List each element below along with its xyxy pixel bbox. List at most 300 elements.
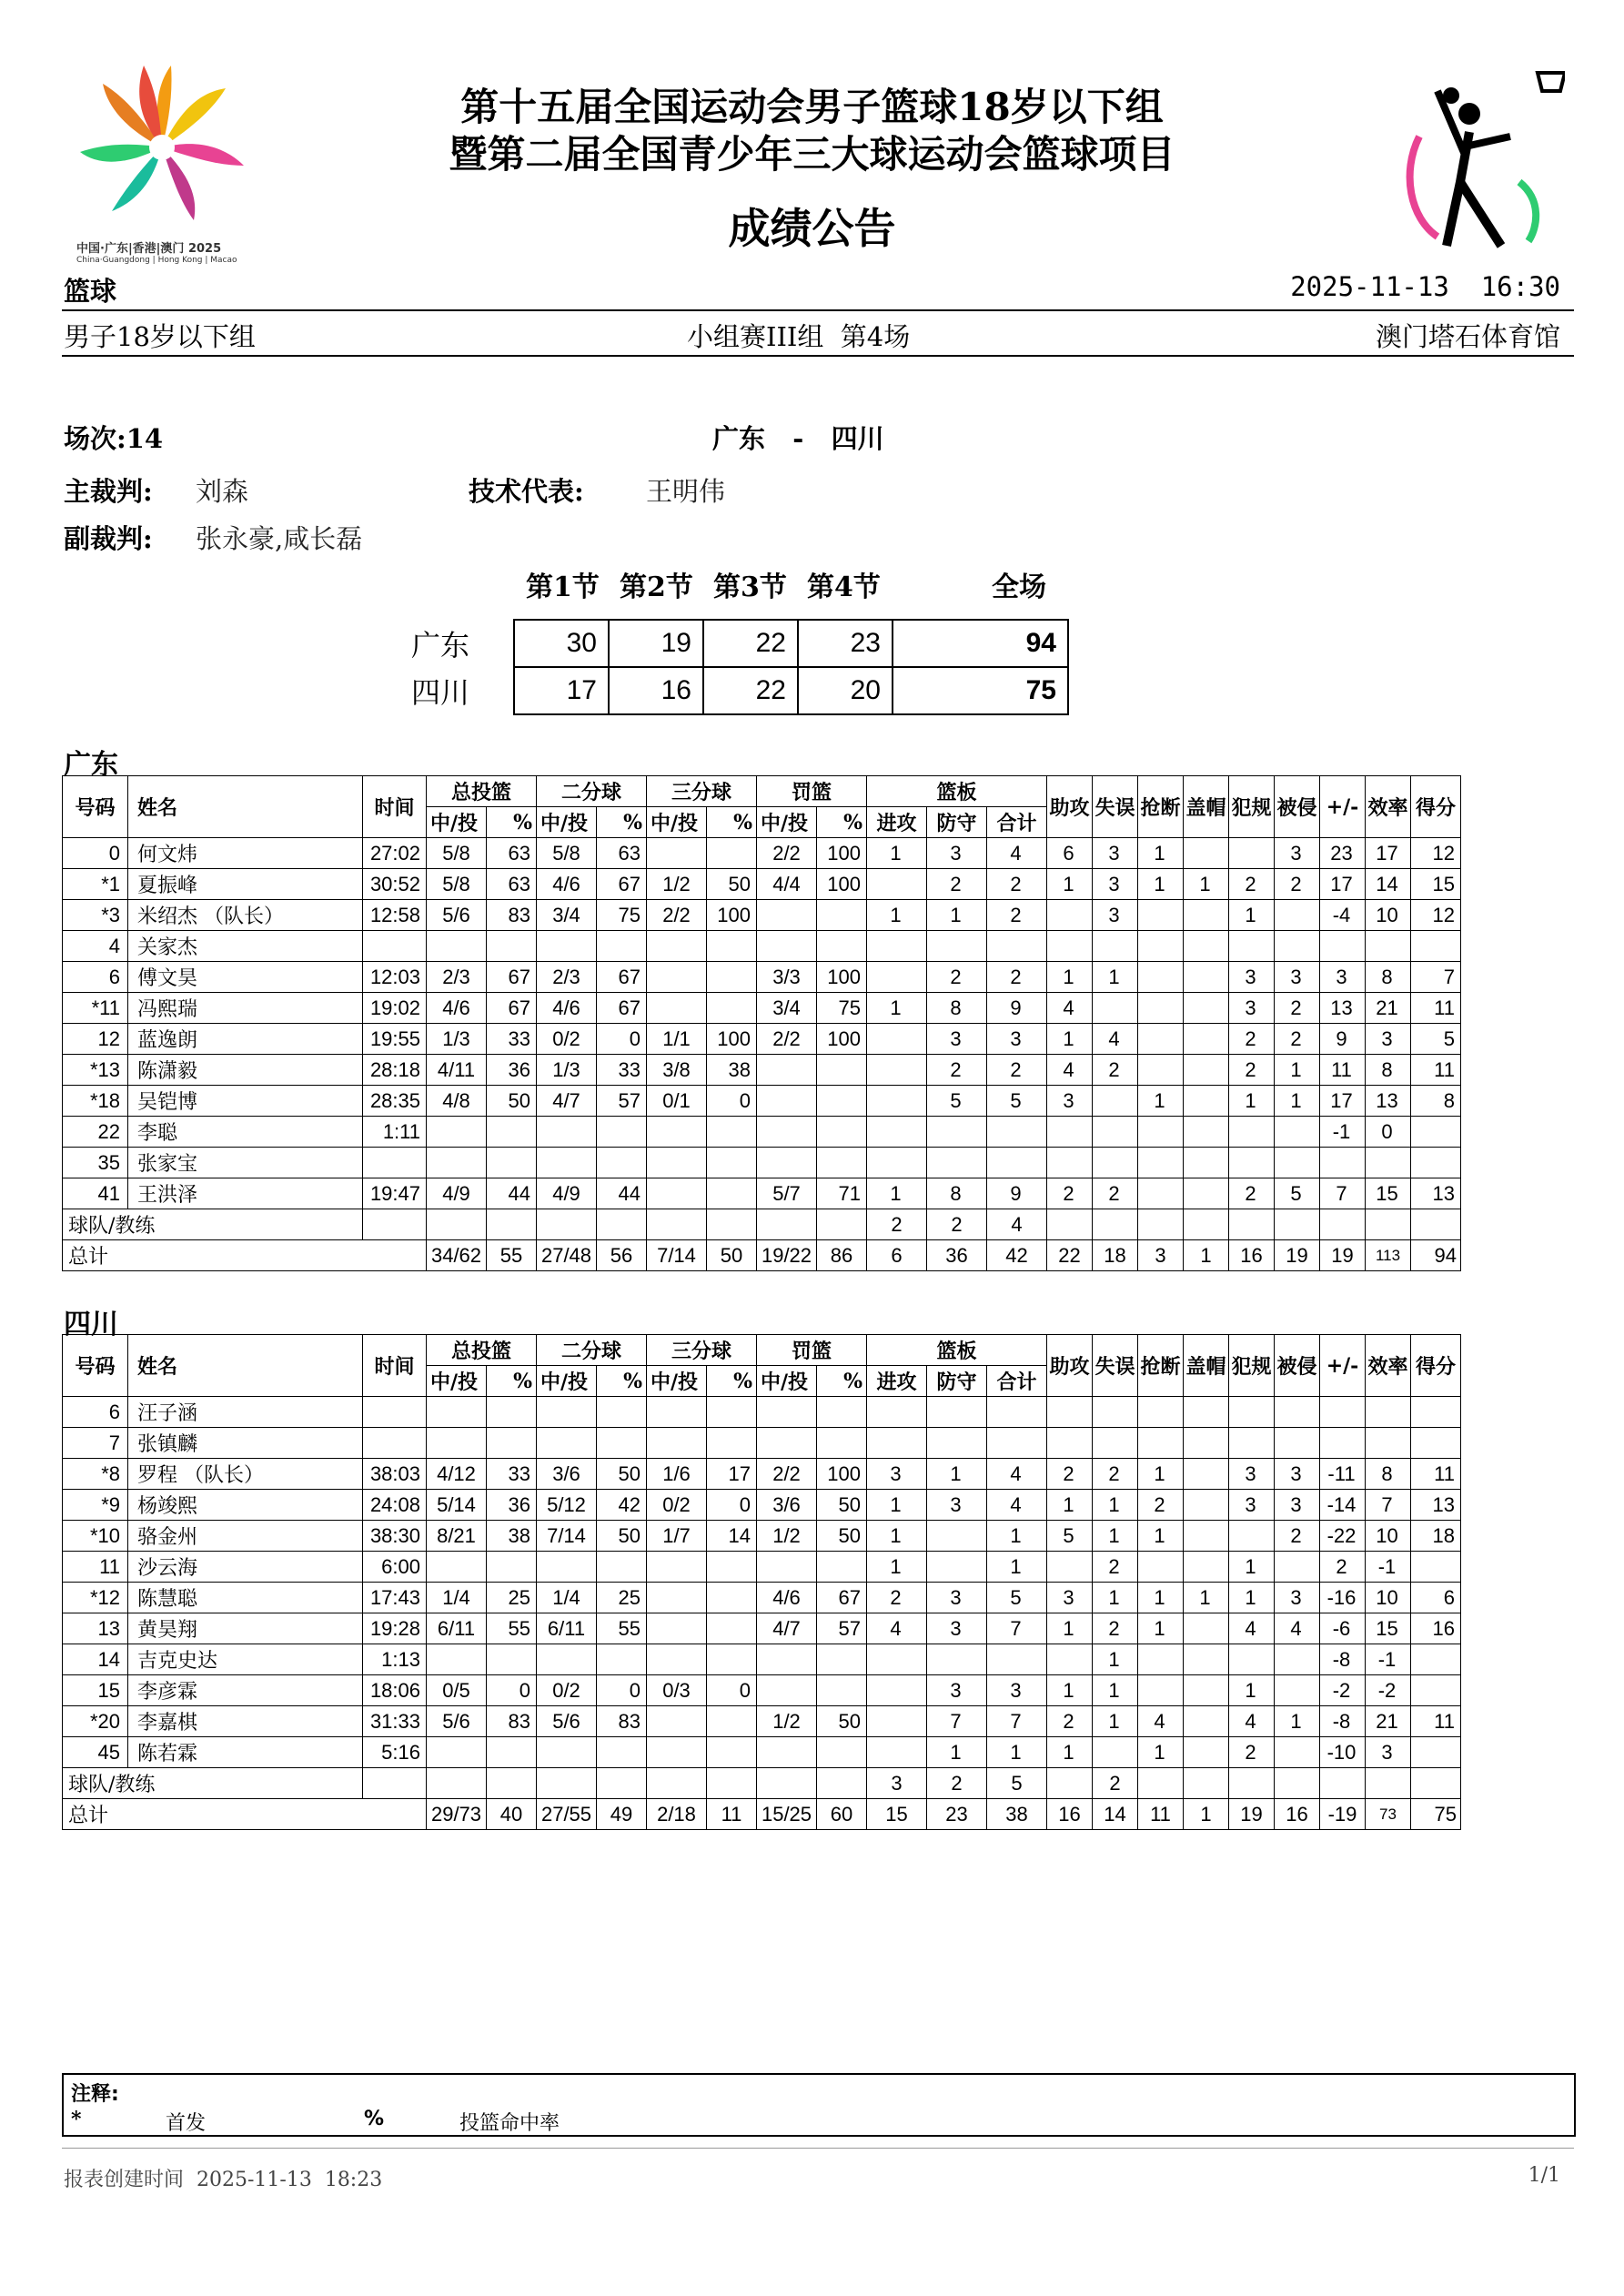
player-number: 6 [63, 962, 128, 993]
player-stat [597, 1148, 647, 1178]
game-number: 场次:14 [64, 423, 164, 454]
subheader-total: 合计 [987, 807, 1047, 838]
header-name: 姓名 [128, 1335, 363, 1397]
player-stat: 3/4 [537, 900, 597, 931]
player-stat [597, 1428, 647, 1459]
player-stat [757, 1428, 817, 1459]
player-row [63, 1613, 1461, 1644]
total-stat: 7/14 [647, 1240, 707, 1271]
subheader-made-attempted: 中/投 [427, 807, 487, 838]
header-fd: 被侵 [1275, 776, 1320, 838]
player-row [63, 869, 1461, 900]
header-stl: 抢断 [1138, 776, 1184, 838]
player-stat [927, 1521, 987, 1552]
player-stat [1275, 1148, 1320, 1178]
player-stat: 0 [1366, 1117, 1411, 1148]
player-stat: 9 [1320, 1024, 1366, 1055]
player-name: 李聪 [128, 1117, 363, 1148]
team-defensive-rebounds: 2 [927, 1768, 987, 1799]
player-stat: 8 [1366, 1055, 1411, 1086]
player-stat: 2 [1229, 1178, 1275, 1209]
player-number: 45 [63, 1737, 128, 1768]
player-stat: 5 [1411, 1024, 1461, 1055]
player-stat [647, 1613, 707, 1644]
notes-star-desc: 首发 [166, 2112, 207, 2135]
player-stat [927, 1117, 987, 1148]
player-stat: 3 [927, 1024, 987, 1055]
player-row [63, 1024, 1461, 1055]
player-stat [647, 1148, 707, 1178]
player-stat: 4 [987, 838, 1047, 869]
player-stat [817, 1675, 867, 1706]
player-stat: 8/21 [427, 1521, 487, 1552]
player-number: *3 [63, 900, 128, 931]
player-stat [1411, 1117, 1461, 1148]
subheader-made-attempted: 中/投 [427, 1366, 487, 1397]
player-stat [647, 1397, 707, 1428]
player-stat [1275, 1644, 1320, 1675]
player-stat [1138, 1644, 1184, 1675]
player-stat: 3 [1093, 838, 1138, 869]
player-stat [1366, 1428, 1411, 1459]
total-stat: 50 [707, 1240, 757, 1271]
player-stat [487, 1148, 537, 1178]
player-stat: 11 [1411, 993, 1461, 1024]
header-field-goals: 总投篮 [427, 1335, 537, 1366]
logo-caption-cn: 中国·广东|香港|澳门 2025 [76, 242, 222, 256]
player-stat [647, 1644, 707, 1675]
header-time: 时间 [363, 776, 427, 838]
empty-cell [1184, 1209, 1229, 1240]
player-stat [817, 1086, 867, 1117]
player-number: *11 [63, 993, 128, 1024]
player-stat: 50 [597, 1459, 647, 1490]
player-stat: 1 [1093, 1583, 1138, 1613]
player-stat: 1 [1229, 900, 1275, 931]
quarter-score: 22 [703, 667, 798, 714]
player-stat [647, 1178, 707, 1209]
player-stat [1138, 1397, 1184, 1428]
technical-delegate-label: 技术代表: [469, 476, 584, 507]
subheader-made-attempted: 中/投 [537, 807, 597, 838]
player-stat [757, 1675, 817, 1706]
player-stat [597, 1397, 647, 1428]
player-stat: 4/9 [427, 1178, 487, 1209]
player-stat: 1/2 [757, 1521, 817, 1552]
player-stat [1184, 900, 1229, 931]
player-name: 陈潇毅 [128, 1055, 363, 1086]
player-stat [867, 1086, 927, 1117]
player-stat: 1 [1047, 962, 1093, 993]
player-stat: 1 [1275, 1706, 1320, 1737]
total-stat: 49 [597, 1799, 647, 1830]
player-stat: -1 [1320, 1117, 1366, 1148]
player-stat [537, 1737, 597, 1768]
player-stat: 3 [1047, 1086, 1093, 1117]
player-stat: 6/11 [427, 1613, 487, 1644]
player-stat: 1 [867, 993, 927, 1024]
player-stat: 4 [1047, 1055, 1093, 1086]
player-stat: 7 [927, 1706, 987, 1737]
player-stat [1184, 1552, 1229, 1583]
player-stat: 71 [817, 1178, 867, 1209]
player-stat: 36 [487, 1490, 537, 1521]
header-rule-top [62, 309, 1574, 311]
player-stat [1184, 1055, 1229, 1086]
player-stat: 21 [1366, 1706, 1411, 1737]
player-stat: 1 [1184, 869, 1229, 900]
player-stat: 2 [1047, 1706, 1093, 1737]
player-stat: 2 [1093, 1178, 1138, 1209]
player-row [63, 900, 1461, 931]
player-stat: 17 [1320, 869, 1366, 900]
player-stat: 3 [1275, 1583, 1320, 1613]
team-offensive-rebounds: 3 [867, 1768, 927, 1799]
player-stat: 63 [597, 838, 647, 869]
player-stat: 12:58 [363, 900, 427, 931]
player-stat [537, 1552, 597, 1583]
player-name: 张家宝 [128, 1148, 363, 1178]
player-stat: 4 [1275, 1613, 1320, 1644]
player-stat [1229, 1644, 1275, 1675]
player-stat [487, 931, 537, 962]
total-stat: 27/48 [537, 1240, 597, 1271]
player-name: 吴铠博 [128, 1086, 363, 1117]
empty-cell [817, 1209, 867, 1240]
header-ast: 助攻 [1047, 776, 1093, 838]
player-stat [597, 1644, 647, 1675]
player-number: 0 [63, 838, 128, 869]
player-stat [867, 1706, 927, 1737]
header-rule-bottom [62, 355, 1574, 357]
player-stat [537, 1644, 597, 1675]
empty-cell [537, 1768, 597, 1799]
player-name: 李彦霖 [128, 1675, 363, 1706]
player-stat: 3 [987, 1024, 1047, 1055]
player-stat: 4/11 [427, 1055, 487, 1086]
player-stat: 2 [1275, 1521, 1320, 1552]
player-stat: 2/2 [757, 1024, 817, 1055]
player-stat: 1:11 [363, 1117, 427, 1148]
player-stat [707, 1644, 757, 1675]
player-stat [1093, 1397, 1138, 1428]
player-stat: 4 [987, 1490, 1047, 1521]
total-stat: 16 [1275, 1799, 1320, 1830]
full-game-header: 全场 [992, 571, 1046, 603]
player-stat: 4/9 [537, 1178, 597, 1209]
header-row [63, 776, 1461, 807]
total-stat: 15 [867, 1799, 927, 1830]
player-stat: 1 [987, 1737, 1047, 1768]
player-stat: 3 [1229, 993, 1275, 1024]
report-created-time: 报表创建时间 2025-11-13 18:23 [64, 2169, 383, 2191]
player-stat [597, 931, 647, 962]
player-stat: 1 [1093, 1706, 1138, 1737]
player-stat [1093, 1086, 1138, 1117]
player-stat [757, 1397, 817, 1428]
player-stat [1411, 1428, 1461, 1459]
player-stat: 1/2 [647, 869, 707, 900]
player-stat [867, 962, 927, 993]
player-stat [707, 931, 757, 962]
team-coach-label: 球队/教练 [63, 1768, 363, 1799]
player-stat [647, 1737, 707, 1768]
player-stat: 2/2 [647, 900, 707, 931]
player-stat [927, 1397, 987, 1428]
player-stat: 67 [487, 993, 537, 1024]
empty-cell [1320, 1768, 1366, 1799]
player-stat [757, 931, 817, 962]
player-stat [363, 1428, 427, 1459]
player-stat: 5/6 [427, 900, 487, 931]
player-stat [757, 1055, 817, 1086]
player-stat [927, 1148, 987, 1178]
player-stat: 25 [487, 1583, 537, 1613]
player-stat: 14 [707, 1521, 757, 1552]
header-pm: +/- [1320, 776, 1366, 838]
total-score: 94 [893, 620, 1068, 667]
player-name: 关家杰 [128, 931, 363, 962]
player-stat [647, 962, 707, 993]
player-stat: 13 [1366, 1086, 1411, 1117]
player-stat: 3 [1366, 1024, 1411, 1055]
player-row [63, 838, 1461, 869]
player-stat: 4/12 [427, 1459, 487, 1490]
player-stat [867, 1644, 927, 1675]
player-row [63, 1583, 1461, 1613]
player-stat: 1 [1138, 1086, 1184, 1117]
player-stat: 3 [867, 1459, 927, 1490]
player-stat: 2 [1093, 1459, 1138, 1490]
player-stat: 9 [987, 993, 1047, 1024]
player-stat: 6/11 [537, 1613, 597, 1644]
player-stat: 1 [1229, 1675, 1275, 1706]
umpires-names: 张永豪,咸长磊 [196, 523, 363, 554]
player-stat [1184, 931, 1229, 962]
player-stat: 3 [1366, 1737, 1411, 1768]
player-stat: -4 [1320, 900, 1366, 931]
header-three-pointers: 三分球 [647, 776, 757, 807]
total-stat: 2/18 [647, 1799, 707, 1830]
player-stat: 12 [1411, 900, 1461, 931]
player-stat [1047, 931, 1093, 962]
subheader-percent: % [487, 1366, 537, 1397]
player-stat: 55 [597, 1613, 647, 1644]
player-stat: 1 [867, 900, 927, 931]
subheader-percent: % [817, 807, 867, 838]
player-stat: 50 [817, 1521, 867, 1552]
player-stat [867, 1024, 927, 1055]
header-eff: 效率 [1366, 776, 1411, 838]
player-stat [1138, 1055, 1184, 1086]
player-stat [537, 1148, 597, 1178]
total-stat: 56 [597, 1240, 647, 1271]
player-stat: 13 [1411, 1490, 1461, 1521]
player-stat: 17 [1320, 1086, 1366, 1117]
player-stat: 11 [1320, 1055, 1366, 1086]
player-stat: 100 [817, 1024, 867, 1055]
player-row [63, 1552, 1461, 1583]
player-stat: 4 [867, 1613, 927, 1644]
total-stat: 113 [1366, 1240, 1411, 1271]
player-stat [867, 1117, 927, 1148]
player-stat [427, 1397, 487, 1428]
player-stat [537, 1428, 597, 1459]
player-stat: 3/6 [537, 1459, 597, 1490]
player-name: 吉克史达 [128, 1644, 363, 1675]
team-turnovers [1093, 1209, 1138, 1240]
player-stat: 4/6 [537, 993, 597, 1024]
player-stat: 23 [1320, 838, 1366, 869]
team-coach-row [63, 1209, 1461, 1240]
player-stat: 100 [817, 962, 867, 993]
player-stat: 17:43 [363, 1583, 427, 1613]
header-free-throws: 罚篮 [757, 776, 867, 807]
player-stat [1411, 1675, 1461, 1706]
player-stat [1047, 1552, 1093, 1583]
empty-cell [1229, 1768, 1275, 1799]
player-stat: 1 [1138, 838, 1184, 869]
player-stat: 3 [1320, 962, 1366, 993]
player-row [63, 1737, 1461, 1768]
player-stat: 5 [987, 1086, 1047, 1117]
empty-cell [597, 1209, 647, 1240]
player-stat: 83 [487, 900, 537, 931]
player-stat: 0 [707, 1675, 757, 1706]
empty-cell [1047, 1209, 1093, 1240]
player-stat [927, 931, 987, 962]
header-row [63, 1335, 1461, 1366]
player-stat [537, 931, 597, 962]
player-stat [1093, 1428, 1138, 1459]
player-stat: 3 [1275, 1459, 1320, 1490]
player-stat [1184, 1737, 1229, 1768]
player-stat: 1/4 [427, 1583, 487, 1613]
player-stat [1275, 1675, 1320, 1706]
player-stat [1366, 1148, 1411, 1178]
header-two-pointers: 二分球 [537, 776, 647, 807]
player-stat: 10 [1366, 900, 1411, 931]
header-pm: +/- [1320, 1335, 1366, 1397]
player-row [63, 1397, 1461, 1428]
player-stat [1138, 900, 1184, 931]
player-stat: 2 [1047, 1459, 1093, 1490]
player-stat [867, 1055, 927, 1086]
player-stat: 1 [1138, 1737, 1184, 1768]
header-rebounds: 篮板 [867, 1335, 1047, 1366]
player-stat: 3/4 [757, 993, 817, 1024]
player-stat: 83 [487, 1706, 537, 1737]
player-stat: 4/7 [537, 1086, 597, 1117]
header-three-pointers: 三分球 [647, 1335, 757, 1366]
player-stat: 3/8 [647, 1055, 707, 1086]
subheader-defensive: 防守 [927, 1366, 987, 1397]
player-stat: 2 [927, 869, 987, 900]
total-row [63, 1240, 1461, 1271]
total-stat: 14 [1093, 1799, 1138, 1830]
player-stat: 10 [1366, 1521, 1411, 1552]
player-stat: 15 [1411, 869, 1461, 900]
player-stat: 1/3 [537, 1055, 597, 1086]
player-stat [487, 1428, 537, 1459]
total-label: 总计 [63, 1240, 427, 1271]
total-stat: 34/62 [427, 1240, 487, 1271]
player-stat: 100 [817, 838, 867, 869]
total-stat: 75 [1411, 1799, 1461, 1830]
player-stat [1229, 838, 1275, 869]
player-stat: 0/2 [647, 1490, 707, 1521]
quarter-score: 17 [514, 667, 609, 714]
player-row [63, 1675, 1461, 1706]
player-stat [1093, 931, 1138, 962]
player-row [63, 1117, 1461, 1148]
player-stat [427, 1148, 487, 1178]
total-stat: 38 [987, 1799, 1047, 1830]
player-stat: 33 [487, 1024, 537, 1055]
player-stat: 1 [867, 1490, 927, 1521]
empty-cell [647, 1768, 707, 1799]
player-stat [757, 1117, 817, 1148]
empty-cell [757, 1209, 817, 1240]
player-stat: 15 [1366, 1178, 1411, 1209]
player-name: 黄昊翔 [128, 1613, 363, 1644]
total-stat: 27/55 [537, 1799, 597, 1830]
player-stat [597, 1117, 647, 1148]
player-stat: 2/3 [537, 962, 597, 993]
player-stat: 4 [1229, 1613, 1275, 1644]
player-number: 15 [63, 1675, 128, 1706]
player-stat: 57 [597, 1086, 647, 1117]
empty-cell [757, 1768, 817, 1799]
notes-pct-desc: 投篮命中率 [459, 2112, 560, 2135]
player-stat [427, 1644, 487, 1675]
player-stat [647, 838, 707, 869]
total-stat: 1 [1184, 1799, 1229, 1830]
player-stat: 16 [1411, 1613, 1461, 1644]
total-stat: 19/22 [757, 1240, 817, 1271]
player-stat: 1 [1093, 1644, 1138, 1675]
player-stat: 1 [1138, 1583, 1184, 1613]
player-stat [1184, 993, 1229, 1024]
empty-cell [1411, 1768, 1461, 1799]
player-stat [1229, 1521, 1275, 1552]
round-label: 小组赛III组 第4场 [687, 321, 911, 352]
player-stat [427, 1117, 487, 1148]
sport-label: 篮球 [64, 276, 117, 307]
player-stat: 1 [1093, 1490, 1138, 1521]
player-stat [987, 1397, 1047, 1428]
player-stat: 8 [1411, 1086, 1461, 1117]
player-stat [927, 1644, 987, 1675]
subheader-made-attempted: 中/投 [647, 807, 707, 838]
match-teams: 广东 - 四川 [712, 423, 884, 454]
player-stat: 63 [487, 869, 537, 900]
player-stat: 7 [1320, 1178, 1366, 1209]
player-stat [1184, 1644, 1229, 1675]
player-stat: 14 [1366, 869, 1411, 900]
header-stl: 抢断 [1138, 1335, 1184, 1397]
total-stat: 16 [1047, 1799, 1093, 1830]
player-number: *1 [63, 869, 128, 900]
player-stat: 19:28 [363, 1613, 427, 1644]
team-total-rebounds: 4 [987, 1209, 1047, 1240]
empty-cell [647, 1209, 707, 1240]
player-stat [1411, 1552, 1461, 1583]
player-stat [427, 1737, 487, 1768]
player-stat: -1 [1366, 1552, 1411, 1583]
player-stat [1229, 1397, 1275, 1428]
player-stat [757, 1086, 817, 1117]
